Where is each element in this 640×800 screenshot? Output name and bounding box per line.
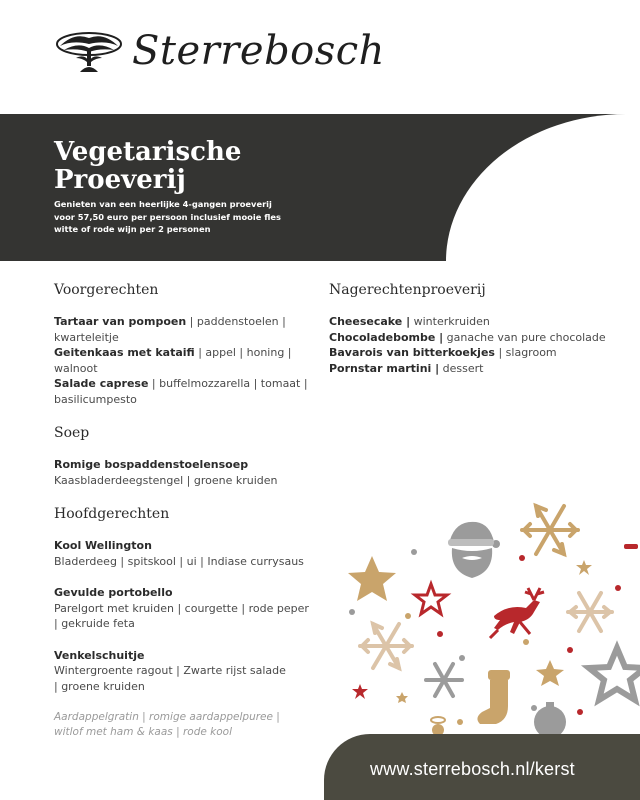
dish-name: Romige bospaddenstoelensoep (54, 458, 249, 471)
christmas-decorations (340, 500, 640, 735)
star-icon (576, 560, 592, 575)
dish-desc: | appel | honing | walnoot (54, 346, 292, 375)
title-line-1: Vegetarische (54, 137, 242, 167)
santa-icon (448, 522, 500, 578)
dish-desc: winterkruiden (410, 315, 490, 328)
red-ornament-icon (624, 544, 638, 549)
dish-name: Venkelschuitje (54, 648, 145, 662)
dish-desc: | buffelmozzarella | tomaat | basilicumpesto (54, 377, 308, 406)
dish-item (54, 538, 320, 569)
dish-name: Cheesecake | (329, 315, 411, 328)
menu-left-column (54, 282, 320, 740)
dish-desc: Bladerdeeg | spitskool | ui | Indiase currysaus (54, 554, 304, 568)
dish-item (54, 457, 320, 488)
dish-name: Kool Wellington (54, 539, 152, 552)
dot-icon (519, 555, 525, 561)
snowflake-icon (522, 506, 578, 554)
page-title (54, 138, 354, 194)
dish-item (54, 345, 320, 376)
dish-item (54, 314, 320, 345)
star-icon (352, 684, 368, 699)
star-icon (396, 692, 408, 703)
website-link[interactable]: www.sterrebosch.nl/kerst (370, 759, 575, 779)
dish-item (329, 314, 619, 330)
dot-icon (459, 655, 465, 661)
dish-desc: dessert (439, 361, 484, 375)
dish-name: Geitenkaas met kataifi (54, 346, 195, 359)
dish-item (329, 330, 619, 346)
dish-desc: Parelgort met kruiden | courgette | rode peper | gekruide feta (54, 601, 309, 630)
desserts-list (329, 314, 619, 376)
menu-right-column (329, 282, 619, 376)
mains-heading: Hoofdgerechten (54, 506, 170, 522)
stocking-icon (477, 670, 510, 724)
angel-icon (431, 717, 445, 735)
tree-logo-icon (54, 28, 124, 74)
desserts-heading: Nagerechtenproeverij (329, 282, 486, 298)
dot-icon (567, 647, 573, 653)
dish-name: Pornstar martini | (329, 361, 440, 375)
star-icon (536, 660, 564, 686)
dot-icon (457, 719, 463, 725)
footer-banner (324, 734, 640, 800)
title-line-2: Proeverij (54, 165, 186, 195)
star-outline-icon (415, 584, 447, 614)
snowflake-icon (568, 593, 612, 631)
dish-item (54, 585, 314, 632)
dish-item (329, 345, 619, 361)
dish-desc: Kaasbladerdeegstengel | groene kruiden (54, 473, 278, 487)
dot-icon (531, 705, 537, 711)
starters-heading: Voorgerechten (54, 282, 159, 298)
soup-heading: Soep (54, 425, 90, 441)
snowflake-icon (360, 624, 412, 668)
dish-item (329, 361, 619, 377)
brand-name: Sterrebosch (132, 28, 385, 74)
dish-item (54, 376, 320, 407)
star-icon (348, 556, 396, 601)
soup-list (54, 457, 320, 488)
dish-name: Gevulde portobello (54, 586, 173, 599)
dot-icon (349, 609, 355, 615)
dot-icon (523, 639, 529, 645)
dish-name: Bavarois van bitterkoekjes (329, 346, 495, 359)
dish-desc: Wintergroente ragout | Zwarte rijst salade | groene kruiden (54, 664, 286, 693)
brand-logo (54, 28, 385, 74)
dish-desc: ganache van pure chocolade (443, 330, 606, 344)
dish-item (54, 648, 289, 695)
reindeer-icon (490, 588, 544, 638)
dot-icon (577, 709, 583, 715)
dish-desc: | slagroom (494, 346, 557, 359)
dish-desc: | paddenstoelen | kwarteleitje (54, 315, 286, 344)
side-dishes: Aardappelgratin | romige aardappelpuree | witlof met ham & kaas | rode kool (54, 711, 280, 738)
snowflake-icon (426, 664, 462, 696)
dish-name: Tartaar van pompoen (54, 315, 187, 328)
dot-icon (411, 549, 417, 555)
starters-list (54, 314, 320, 407)
hero-subtitle: Genieten van een heerlijke 4-gangen proeverij voor 57,50 euro per persoon inclusief mooie fles witte of rode wijn per 2 personen (54, 199, 281, 234)
dot-icon (405, 613, 411, 619)
mains-list (54, 538, 320, 740)
dot-icon (437, 631, 443, 637)
dish-name: Salade caprese (54, 377, 149, 390)
dot-icon (615, 585, 621, 591)
ornament-icon (534, 702, 566, 735)
star-outline-icon (589, 648, 640, 700)
dish-name: Chocoladebombe | (329, 330, 444, 344)
